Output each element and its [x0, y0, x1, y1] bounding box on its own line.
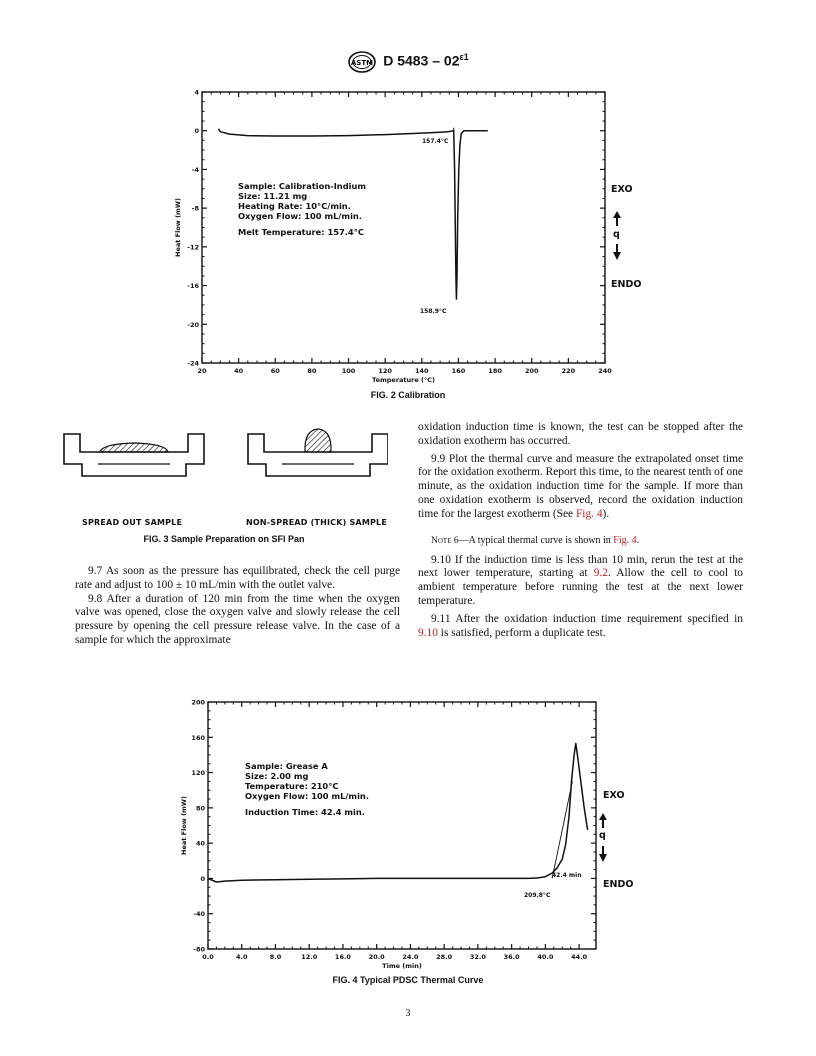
x-tick-label: 28.0	[436, 953, 453, 961]
fig2-melt-line: Melt Temperature: 157.4°C	[238, 227, 364, 237]
x-tick-label: 40.0	[537, 953, 554, 961]
x-tick-label: 8.0	[269, 953, 282, 961]
y-tick-label: 120	[191, 769, 205, 778]
fig3-pan-drawing	[58, 428, 388, 508]
fig4-link[interactable]: Fig. 4	[575, 507, 603, 520]
x-tick-label: 44.0	[571, 953, 588, 961]
y-axis-label: Heat Flow (mW)	[180, 796, 188, 855]
paragraph-9-9-end: ).	[602, 507, 610, 520]
x-tick-label: 24.0	[402, 953, 419, 961]
y-tick-label: -40	[193, 910, 205, 919]
fig4-endo-label: ENDO	[603, 879, 634, 890]
fig3-label-spread: SPREAD OUT SAMPLE	[82, 518, 183, 527]
page-header	[0, 50, 816, 74]
y-tick-label: 200	[191, 698, 205, 707]
x-tick-label: 36.0	[503, 953, 520, 961]
fig2-annotation-line: Size: 11.21 mg	[238, 191, 308, 201]
y-tick-label: -16	[187, 282, 199, 291]
y-tick-label: 4	[194, 88, 199, 97]
x-tick-label: 0.0	[202, 953, 214, 961]
note-6	[431, 534, 743, 548]
page-number: 3	[405, 1008, 411, 1019]
fig2-annotation-line: Heating Rate: 10°C/min.	[238, 201, 351, 211]
y-axis-label: Heat Flow (mW)	[174, 198, 182, 257]
fig2-peak-bottom-label: 158.9°C	[420, 308, 447, 315]
paragraph-9-9-text: 9.9 Plot the thermal curve and measure the extrapolated onset time for the oxidation exotherm. Report this time, to the nearest tenth of one minute, as the oxidation induction time for the sample. If more than one oxidation exotherm is observed, record the oxidation induction time for the largest exotherm (See	[418, 452, 743, 520]
paragraph-9-8-continued: oxidation induction time is known, the test can be stopped after the oxidation exotherm has occurred.	[418, 421, 743, 447]
fig3-caption: FIG. 3 Sample Preparation on SFI Pan	[143, 534, 305, 544]
fig2-annotation-line: Sample: Calibration-Indium	[238, 181, 367, 191]
y-tick-label: 160	[191, 733, 205, 742]
note-6-text: —A typical thermal curve is shown in	[458, 534, 611, 546]
plot-frame	[208, 702, 596, 949]
y-tick-label: 80	[195, 804, 205, 813]
x-tick-label: 200	[524, 367, 539, 375]
fig2-caption: FIG. 2 Calibration	[370, 390, 446, 400]
section-9-10-link[interactable]: 9.10	[418, 626, 438, 639]
x-tick-label: 12.0	[301, 953, 318, 961]
x-tick-label: 80	[307, 367, 317, 375]
paragraph-9-11	[418, 613, 743, 641]
fig2-annotation	[238, 181, 366, 237]
onset-tangent-line	[552, 781, 572, 878]
note-6-end: .	[636, 534, 640, 546]
fig4-caption: FIG. 4 Typical PDSC Thermal Curve	[332, 975, 484, 985]
astm-logo-icon	[347, 50, 377, 74]
y-tick-label: -8	[191, 204, 199, 213]
x-tick-label: 32.0	[469, 953, 486, 961]
fig2-annotation-line: Oxygen Flow: 100 mL/min.	[238, 211, 362, 221]
y-tick-label: -20	[187, 320, 199, 329]
x-tick-label: 40	[234, 367, 244, 375]
fig4-chart	[168, 690, 618, 975]
fig4-onset-time-label: 42.4 min	[552, 872, 582, 879]
x-tick-label: 240	[598, 367, 612, 375]
svg-text:ASTM: ASTM	[351, 59, 374, 67]
y-tick-label: -12	[187, 243, 199, 252]
fig2-exo-label: EXO	[611, 184, 633, 195]
y-tick-label: -24	[187, 359, 199, 368]
fig4-induction-line: Induction Time: 42.4 min.	[245, 807, 365, 817]
fig2-q-label: q	[613, 229, 620, 240]
section-9-2-link[interactable]: 9.2	[593, 567, 608, 580]
x-tick-label: 220	[561, 367, 576, 375]
y-tick-label: 40	[195, 839, 205, 848]
x-tick-label: 180	[488, 367, 502, 375]
designation: D 5483 – 02	[383, 52, 460, 69]
fig2-endo-label: ENDO	[611, 279, 642, 290]
fig4-annotation-line: Oxygen Flow: 100 mL/min.	[245, 791, 369, 801]
y-tick-label: 0	[200, 874, 205, 883]
x-tick-label: 140	[415, 367, 429, 375]
x-tick-label: 120	[378, 367, 392, 375]
fig4-annotation-line: Size: 2.00 mg	[245, 771, 309, 781]
fig4-annotation-line: Temperature: 210°C	[245, 781, 339, 791]
paragraph-9-10-text: 9.10 If the induction time is less than 10 min, rerun the test at the next lower temperature, starting at	[418, 553, 743, 580]
fig3-label-thick: NON-SPREAD (THICK) SAMPLE	[246, 518, 388, 527]
x-tick-label: 160	[451, 367, 466, 375]
spread-sample-pan	[64, 434, 204, 476]
paragraph-9-10-text-end: . Allow the cell to cool to ambient temperature before running the test at the next lower temperature.	[418, 567, 743, 607]
thick-sample-pan	[248, 429, 388, 476]
fig4-exo-label: EXO	[603, 790, 625, 801]
designation-superscript: ε1	[459, 52, 469, 63]
x-tick-label: 60	[270, 367, 280, 375]
note-fig4-link[interactable]: Fig. 4	[613, 534, 637, 546]
x-tick-label: 20	[197, 367, 207, 375]
paragraph-9-7: 9.7 As soon as the pressure has equilibrated, check the cell purge rate and adjust to 100 ± 10 mL/min with the outlet valve.	[75, 565, 400, 591]
left-column	[75, 565, 400, 648]
fig2-peak-top-label: 157.4°C	[422, 138, 449, 145]
paragraph-9-11-text-end: is satisfied, perform a duplicate test.	[440, 626, 606, 639]
x-tick-label: 100	[341, 367, 356, 375]
paragraph-9-10	[418, 554, 743, 609]
fig4-q-label: q	[599, 830, 606, 841]
x-axis-label: Time (min)	[382, 962, 422, 970]
fig4-annotation	[245, 761, 369, 817]
paragraph-9-8: 9.8 After a duration of 120 min from the time when the oxygen valve was opened, close the oxygen valve and slowly release the cell pressure by opening the cell pressure release valve. In the case of a sample for which the approximate	[75, 592, 400, 646]
paragraph-9-11-text: 9.11 After the oxidation induction time requirement specified in	[431, 612, 743, 625]
paragraph-9-9	[418, 453, 743, 522]
y-tick-label: -80	[193, 945, 205, 954]
right-column	[418, 421, 743, 640]
x-tick-label: 16.0	[334, 953, 351, 961]
x-tick-label: 20.0	[368, 953, 385, 961]
fig4-onset-temp-label: 209.8°C	[524, 892, 551, 899]
x-tick-label: 4.0	[235, 953, 248, 961]
x-axis-label: Temperature (°C)	[372, 376, 435, 384]
fig4-annotation-line: Sample: Grease A	[245, 761, 328, 771]
note-6-label: Note 6	[431, 535, 459, 546]
fig2-chart	[165, 80, 645, 390]
y-tick-label: 0	[194, 127, 199, 136]
y-tick-label: -4	[191, 165, 199, 174]
